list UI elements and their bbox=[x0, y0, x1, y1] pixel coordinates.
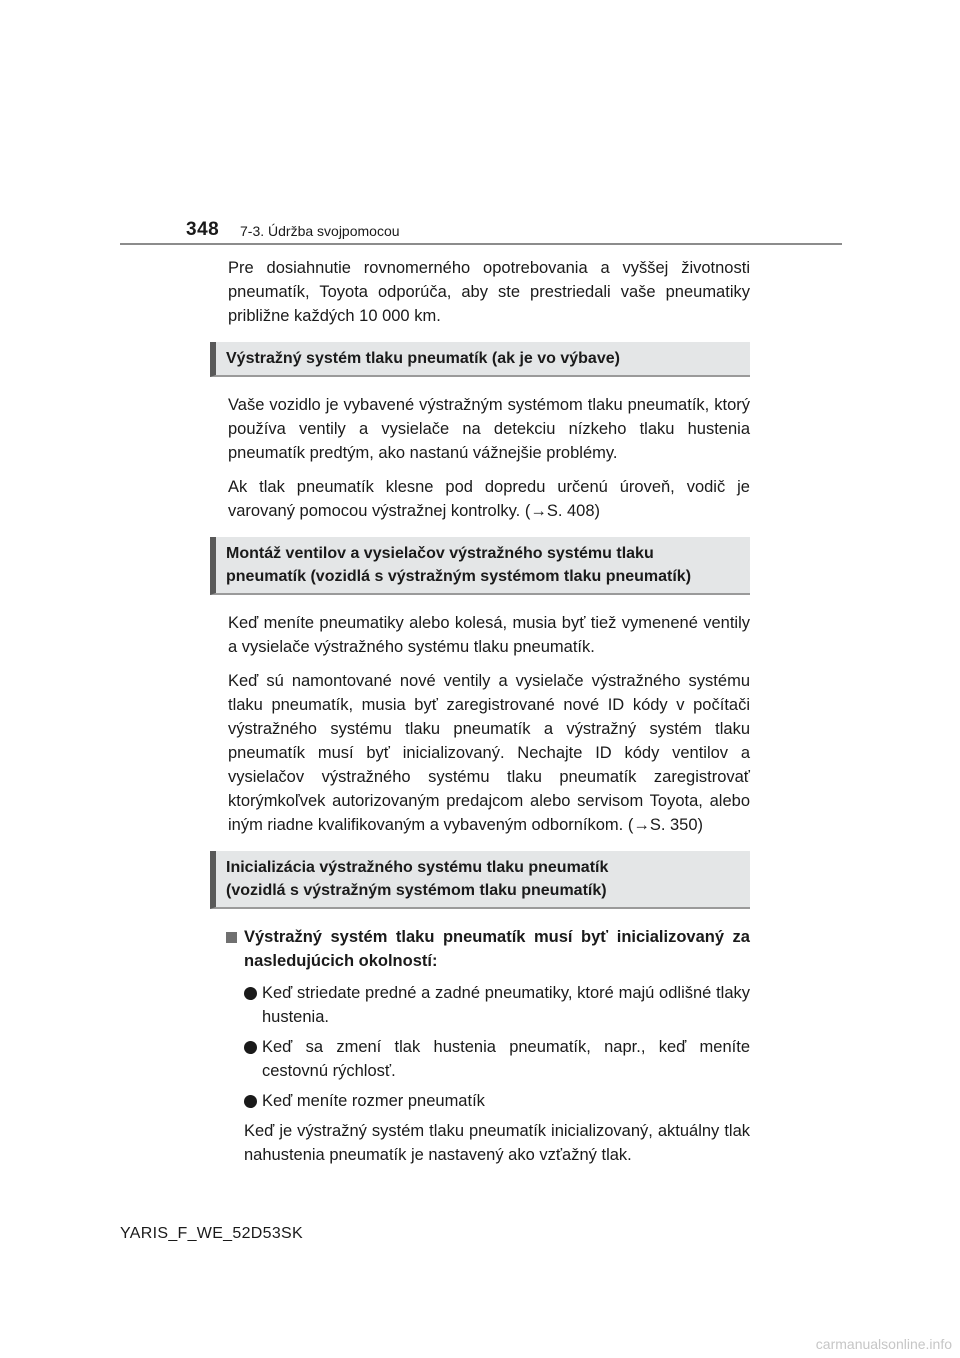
section-heading-initialization bbox=[210, 851, 750, 909]
condition-heading bbox=[210, 925, 750, 973]
condition-text: Výstražný systém tlaku pneumatík musí byť inicializovaný za nasledujúcich okolností: bbox=[244, 928, 750, 970]
site-watermark: carmanualsonline.info bbox=[815, 1336, 952, 1352]
section-title: 7-3. Údržba svojpomocou bbox=[240, 223, 400, 239]
list-item-text: Keď meníte rozmer pneumatík bbox=[262, 1092, 485, 1110]
page-number: 348 bbox=[186, 219, 220, 240]
header-divider bbox=[120, 243, 842, 245]
document-code: YARIS_F_WE_52D53SK bbox=[120, 1225, 303, 1242]
body-paragraph: Ak tlak pneumatík klesne pod dopredu určenú úroveň, vodič je varovaný pomocou výstražnej kontrolky. (→S. 408) bbox=[228, 478, 750, 520]
round-bullet-icon bbox=[244, 1095, 257, 1108]
square-bullet-icon bbox=[226, 932, 237, 943]
section-heading-valves bbox=[210, 537, 750, 595]
section-heading-line: Výstražný systém tlaku pneumatík (ak je vo výbave) bbox=[226, 350, 620, 367]
section-heading-line: (vozidlá s výstražným systémom tlaku pneumatík) bbox=[226, 882, 607, 899]
list-item bbox=[210, 981, 750, 1029]
list-item bbox=[210, 1035, 750, 1083]
list-item bbox=[210, 1089, 750, 1113]
page-content bbox=[210, 256, 750, 1167]
list-item-text: Keď sa zmení tlak hustenia pneumatík, napr., keď meníte cestovnú rýchlosť. bbox=[262, 1038, 750, 1080]
section-heading-tpms bbox=[210, 342, 750, 377]
section-heading-line: Inicializácia výstražného systému tlaku pneumatík bbox=[226, 859, 609, 876]
round-bullet-icon bbox=[244, 987, 257, 1000]
section-heading-line: Montáž ventilov a vysielačov výstražného systému tlaku bbox=[226, 545, 654, 562]
body-paragraph: Keď sú namontované nové ventily a vysielače výstražného systému tlaku pneumatík, musia byť zaregistrované nové ID kódy v počítači výstražného systému tlaku pneumatík a výstražný systém tlaku pneumatík musí byť inicializovaný. Nechajte ID kódy ventilov a vysielačov výstražného systému tlaku pneumatík zaregistrovať ktorýmkoľvek autorizovaným predajcom alebo servisom Toyota, alebo iným riadne kvalifikovaným a vybaveným odborníkom. (→S. 350) bbox=[228, 672, 750, 834]
body-paragraph: Keď meníte pneumatiky alebo kolesá, musia byť tiež vymenené ventily a vysielače výstražného systému tlaku pneumatík. bbox=[228, 614, 750, 656]
list-item-text: Keď striedate predné a zadné pneumatiky, ktoré majú odlišné tlaky hustenia. bbox=[262, 984, 750, 1026]
body-paragraph: Vaše vozidlo je vybavené výstražným systémom tlaku pneumatík, ktorý používa ventily a vysielače na detekciu nízkeho tlaku hustenia pneumatík predtým, ako nastanú vážnejšie problémy. bbox=[228, 396, 750, 462]
round-bullet-icon bbox=[244, 1041, 257, 1054]
closing-paragraph: Keď je výstražný systém tlaku pneumatík inicializovaný, aktuálny tlak nahustenia pneumatík je nastavený ako vzťažný tlak. bbox=[244, 1122, 750, 1164]
intro-paragraph: Pre dosiahnutie rovnomerného opotrebovania a vyššej životnosti pneumatík, Toyota odporúča, aby ste prestriedali vaše pneumatiky približne každých 10 000 km. bbox=[228, 259, 750, 325]
section-heading-line: pneumatík (vozidlá s výstražným systémom tlaku pneumatík) bbox=[226, 568, 692, 585]
